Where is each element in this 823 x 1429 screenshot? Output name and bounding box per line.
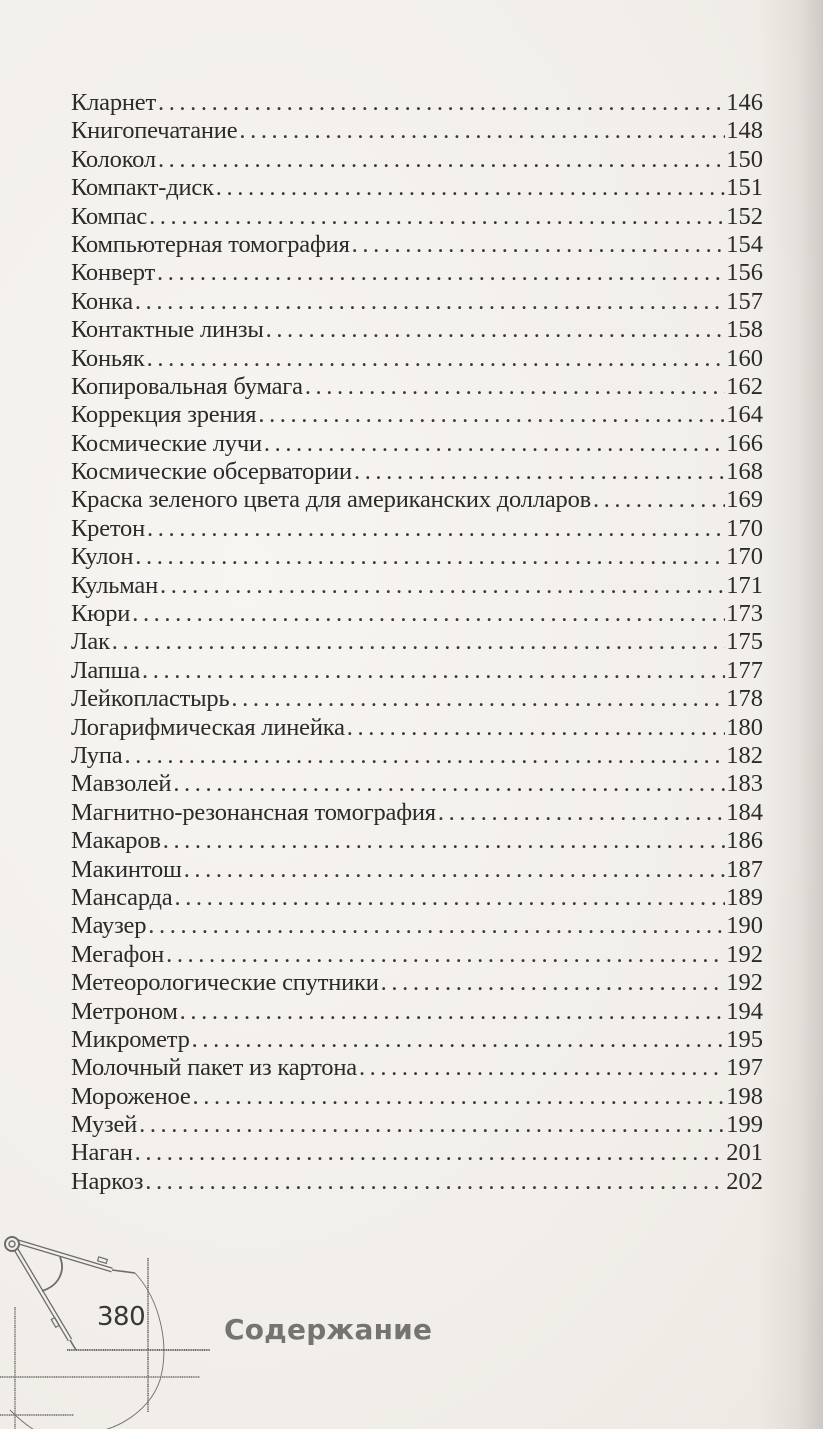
toc-entry-title: Магнитно-резонансная томография: [71, 798, 436, 826]
toc-entry: [71, 231, 763, 259]
toc-entry: [71, 430, 763, 458]
toc-entry: [71, 1168, 763, 1196]
toc-entry: [71, 259, 763, 287]
dot-leader: [357, 1054, 725, 1082]
dot-leader: [345, 714, 725, 742]
dot-leader: [146, 912, 725, 940]
running-footer-section-title: Содержание: [224, 1313, 433, 1346]
toc-entry-page: 192: [726, 940, 763, 968]
toc-entry-page: 192: [726, 969, 763, 997]
toc-entry-page: 173: [726, 600, 763, 628]
toc-entry: [71, 657, 763, 685]
toc-entry-title: Наркоз: [71, 1167, 144, 1195]
toc-entry-page: 198: [726, 1082, 763, 1110]
dot-leader: [122, 742, 725, 770]
toc-entry-page: 180: [726, 713, 763, 741]
toc-entry: [71, 628, 763, 656]
toc-entry-title: Кретон: [71, 514, 146, 542]
dot-leader: [110, 628, 725, 656]
toc-entry-title: Лейкопластырь: [71, 685, 230, 713]
toc-entry-page: 164: [726, 401, 763, 429]
toc-entry-title: Макинтош: [71, 855, 182, 883]
toc-entry-page: 146: [726, 89, 763, 116]
toc-entry-page: 150: [726, 145, 763, 173]
toc-entry-title: Лупа: [71, 741, 123, 769]
toc-entry: [71, 1139, 763, 1167]
toc-entry-title: Конка: [71, 287, 133, 315]
dot-leader: [133, 1139, 726, 1167]
toc-entry-title: Кюри: [71, 600, 131, 628]
toc-entry: [71, 912, 763, 940]
dot-leader: [133, 543, 725, 571]
dot-leader: [147, 203, 725, 231]
toc-entry-title: Коррекция зрения: [71, 401, 257, 429]
toc-entry: [71, 941, 763, 969]
toc-entry: [71, 373, 763, 401]
toc-entry-page: 195: [726, 1025, 763, 1053]
toc-entry-page: 152: [726, 202, 763, 230]
toc-entry: [71, 969, 763, 997]
dot-leader: [237, 117, 725, 145]
toc-entry-page: 160: [726, 344, 763, 372]
dot-leader: [145, 345, 726, 373]
toc-entry-page: 187: [726, 855, 763, 883]
toc-entry-page: 201: [726, 1139, 763, 1167]
toc-entry-title: Мегафон: [71, 940, 165, 968]
toc-entry-title: Коньяк: [71, 344, 145, 372]
toc-entry: [71, 572, 763, 600]
dot-leader: [264, 316, 726, 344]
toc-entry: [71, 998, 763, 1026]
toc-entry-title: Космические лучи: [71, 429, 262, 457]
toc-entry-title: Наган: [71, 1139, 133, 1167]
toc-entry: [71, 146, 763, 174]
toc-entry-page: 168: [726, 458, 763, 486]
toc-entry-title: Копировальная бумага: [71, 372, 303, 400]
toc-entry-page: 194: [726, 997, 763, 1025]
toc-entry: [71, 117, 763, 145]
toc-entry: [71, 345, 763, 373]
toc-entry-title: Музей: [71, 1111, 138, 1139]
toc-entry: [71, 1083, 763, 1111]
dot-leader: [303, 373, 725, 401]
toc-entry-title: Мавзолей: [71, 770, 172, 798]
dot-leader: [436, 799, 725, 827]
toc-entry: [71, 742, 763, 770]
toc-entry-title: Космические обсерватории: [71, 458, 352, 486]
toc-entry-page: 190: [726, 912, 763, 940]
toc-entry-page: 156: [726, 259, 763, 287]
dot-leader: [178, 998, 726, 1026]
toc-entry-title: Мансарда: [71, 883, 173, 911]
toc-entry-title: Компьютерная томография: [71, 230, 350, 258]
toc-entry: [71, 799, 763, 827]
toc-entry-title: Макаров: [71, 827, 161, 855]
dot-leader: [190, 1026, 726, 1054]
toc-entry: [71, 685, 763, 713]
toc-entry-title: Кларнет: [71, 89, 156, 116]
toc-entry-page: 148: [726, 117, 763, 145]
toc-entry: [71, 174, 763, 202]
toc-entry: [71, 316, 763, 344]
toc-entry: [71, 89, 763, 117]
toc-entry-title: Микрометр: [71, 1025, 190, 1053]
dot-leader: [350, 231, 726, 259]
toc-entry: [71, 515, 763, 543]
dot-leader: [214, 174, 725, 202]
toc-entry: [71, 1054, 763, 1082]
toc-entry: [71, 827, 763, 855]
dot-leader: [164, 941, 725, 969]
toc-entry-page: 202: [726, 1167, 763, 1195]
toc-entry: [71, 600, 763, 628]
toc-entry-page: 184: [726, 798, 763, 826]
toc-entry-title: Контактные линзы: [71, 316, 264, 344]
toc-entry: [71, 884, 763, 912]
toc-entry-page: 175: [726, 628, 763, 656]
dot-leader: [137, 1111, 725, 1139]
dot-leader: [379, 969, 726, 997]
dot-leader: [158, 572, 725, 600]
toc-entry-page: 182: [726, 741, 763, 769]
toc-entry: [71, 486, 763, 514]
dot-leader: [156, 89, 725, 117]
toc-entry: [71, 1111, 763, 1139]
toc-entry: [71, 770, 763, 798]
page-number: 380: [97, 1302, 146, 1332]
toc-entry-title: Кульман: [71, 571, 158, 599]
toc-entry: [71, 543, 763, 571]
toc-entry-title: Мороженое: [71, 1082, 191, 1110]
toc-entry-page: 199: [726, 1111, 763, 1139]
dot-leader: [262, 430, 725, 458]
toc-entry-title: Конверт: [71, 259, 156, 287]
dot-leader: [145, 515, 725, 543]
toc-entry-title: Маузер: [71, 912, 147, 940]
toc-entry-page: 166: [726, 429, 763, 457]
dot-leader: [140, 657, 725, 685]
toc-entry: [71, 203, 763, 231]
dot-leader: [172, 884, 725, 912]
dot-leader: [171, 770, 725, 798]
toc-entry-page: 162: [726, 372, 763, 400]
toc-entry-title: Кулон: [71, 543, 134, 571]
toc-entry-title: Колокол: [71, 145, 156, 173]
toc-entry-page: 169: [726, 486, 763, 514]
toc-entry-title: Лапша: [71, 656, 141, 684]
toc-entry-page: 151: [726, 174, 763, 202]
dot-leader: [130, 600, 725, 628]
dot-leader: [591, 486, 725, 514]
toc-entry-page: 171: [726, 571, 763, 599]
toc-entry: [71, 714, 763, 742]
toc-entry-page: 157: [726, 287, 763, 315]
toc-entry-title: Книгопечатание: [71, 117, 238, 145]
toc-entry: [71, 458, 763, 486]
toc-entry-title: Метроном: [71, 997, 178, 1025]
toc-entry-page: 189: [726, 883, 763, 911]
toc-entry-page: 177: [726, 656, 763, 684]
dot-leader: [133, 288, 725, 316]
toc-entry: [71, 288, 763, 316]
table-of-contents: [71, 89, 763, 1196]
toc-entry-title: Компакт-диск: [71, 174, 214, 202]
toc-entry-title: Компас: [71, 202, 148, 230]
dot-leader: [143, 1168, 725, 1196]
dot-leader: [191, 1083, 726, 1111]
toc-entry-page: 197: [726, 1054, 763, 1082]
toc-entry-title: Краска зеленого цвета для американских долларов: [71, 486, 591, 514]
toc-entry-page: 183: [726, 770, 763, 798]
dot-leader: [352, 458, 725, 486]
toc-entry-page: 186: [726, 827, 763, 855]
toc-entry: [71, 856, 763, 884]
dot-leader: [182, 856, 726, 884]
toc-entry-title: Метеорологические спутники: [71, 969, 379, 997]
toc-entry-title: Молочный пакет из картона: [71, 1054, 357, 1082]
toc-entry-page: 178: [726, 685, 763, 713]
toc-entry-title: Логарифмическая линейка: [71, 713, 345, 741]
toc-entry: [71, 1026, 763, 1054]
toc-entry-title: Лак: [71, 628, 110, 656]
toc-entry-page: 170: [726, 543, 763, 571]
dot-leader: [256, 401, 725, 429]
toc-entry: [71, 401, 763, 429]
dot-leader: [161, 827, 726, 855]
toc-entry-page: 158: [726, 316, 763, 344]
dot-leader: [229, 685, 725, 713]
toc-entry-page: 170: [726, 514, 763, 542]
dot-leader: [155, 259, 725, 287]
toc-entry-page: 154: [726, 230, 763, 258]
dot-leader: [156, 146, 725, 174]
